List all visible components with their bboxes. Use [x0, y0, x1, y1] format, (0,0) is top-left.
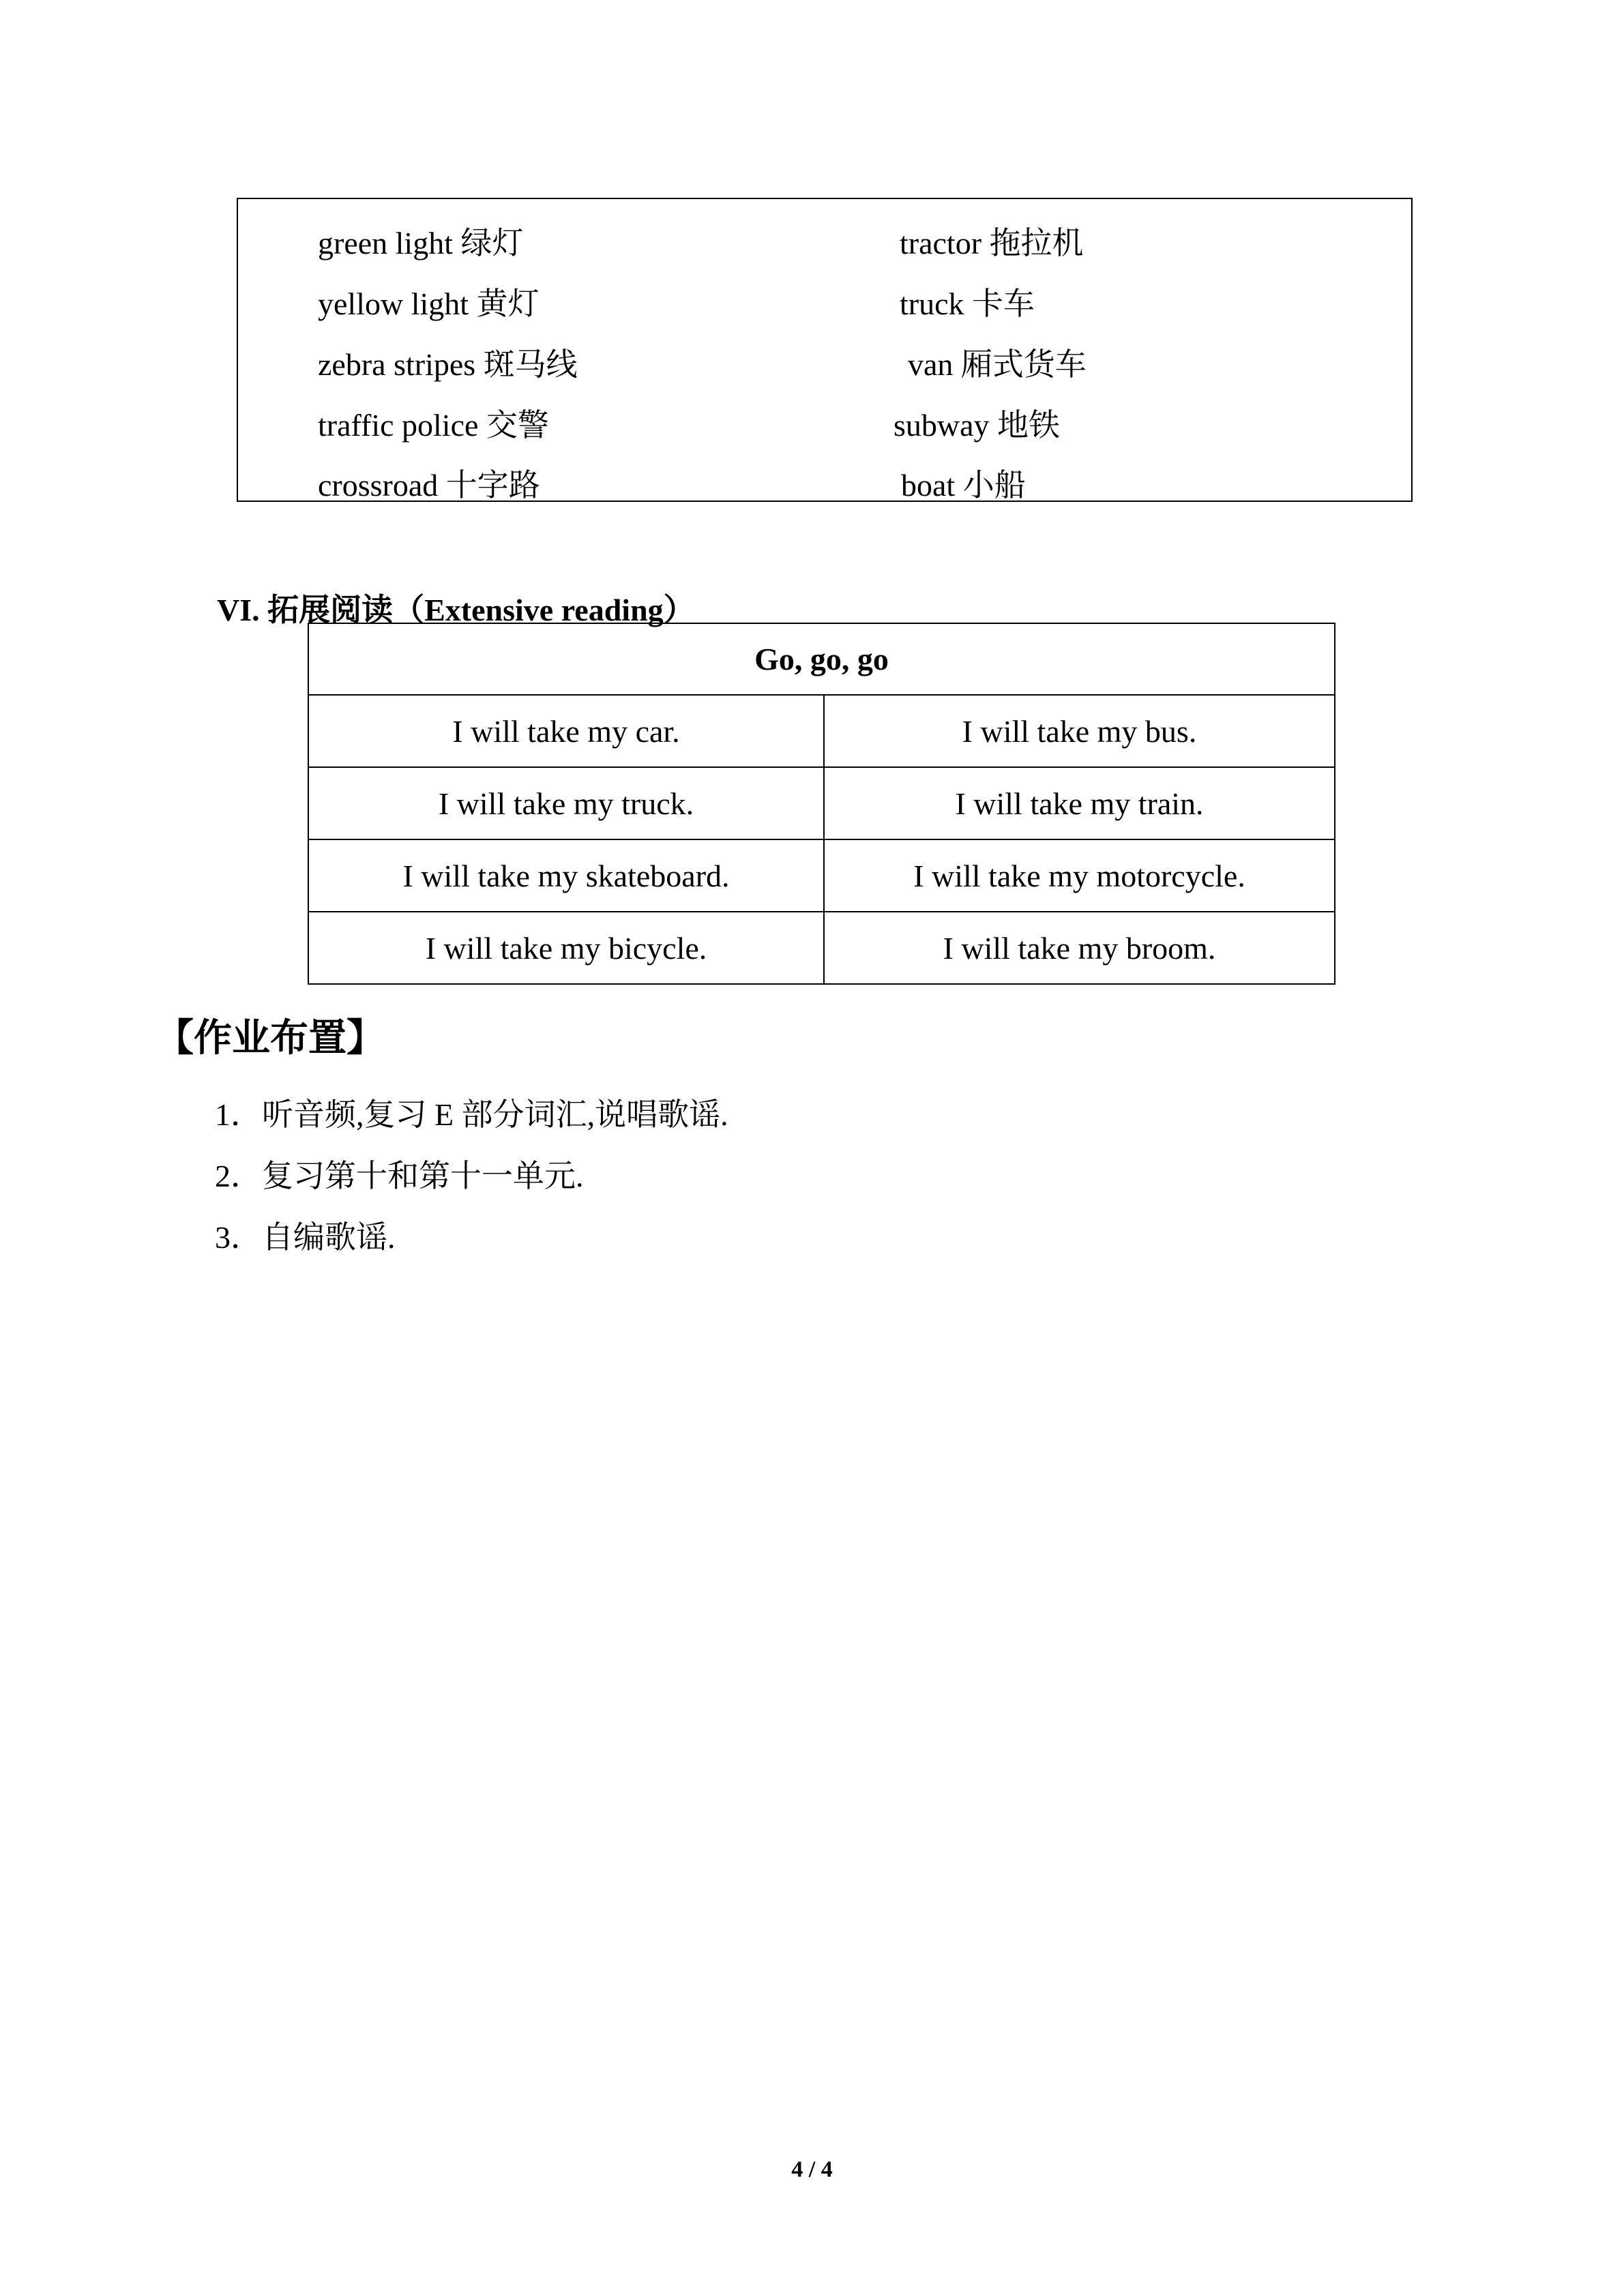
- homework-item: 3．自编歌谣.: [215, 1220, 396, 1255]
- table-cell: I will take my broom.: [824, 912, 1335, 984]
- vocab-item: zebra stripes 斑马线: [318, 347, 578, 382]
- section-heading: VI. 拓展阅读（Extensive reading）: [217, 593, 695, 627]
- table-cell: I will take my car.: [308, 695, 824, 767]
- reading-table: [308, 623, 1335, 985]
- table-cell: I will take my motorcycle.: [824, 839, 1335, 912]
- vocab-item: boat 小船: [901, 468, 1026, 503]
- homework-item: 1．听音频,复习 E 部分词汇,说唱歌谣.: [215, 1097, 728, 1132]
- vocab-box: [237, 198, 1413, 502]
- vocab-item: crossroad 十字路: [318, 468, 540, 503]
- table-cell: I will take my truck.: [308, 767, 824, 839]
- reading-title: Go, go, go: [308, 623, 1335, 695]
- vocab-item: yellow light 黄灯: [318, 286, 540, 321]
- page-number: 4 / 4: [791, 2157, 833, 2182]
- table-cell: I will take my bus.: [824, 695, 1335, 767]
- table-row: [308, 695, 1335, 767]
- vocab-item: van 厢式货车: [908, 347, 1087, 382]
- table-row: [308, 839, 1335, 912]
- table-cell: I will take my train.: [824, 767, 1335, 839]
- vocab-item: tractor 拖拉机: [900, 226, 1084, 260]
- table-row: [308, 912, 1335, 984]
- vocab-item: traffic police 交警: [318, 408, 549, 443]
- table-cell: I will take my skateboard.: [308, 839, 824, 912]
- vocab-item: truck 卡车: [900, 286, 1035, 321]
- table-cell: I will take my bicycle.: [308, 912, 824, 984]
- vocab-item: green light 绿灯: [318, 226, 524, 260]
- homework-heading: 【作业布置】: [156, 1016, 385, 1060]
- homework-item: 2．复习第十和第十一单元.: [215, 1159, 584, 1193]
- table-row: [308, 767, 1335, 839]
- vocab-item: subway 地铁: [894, 408, 1061, 443]
